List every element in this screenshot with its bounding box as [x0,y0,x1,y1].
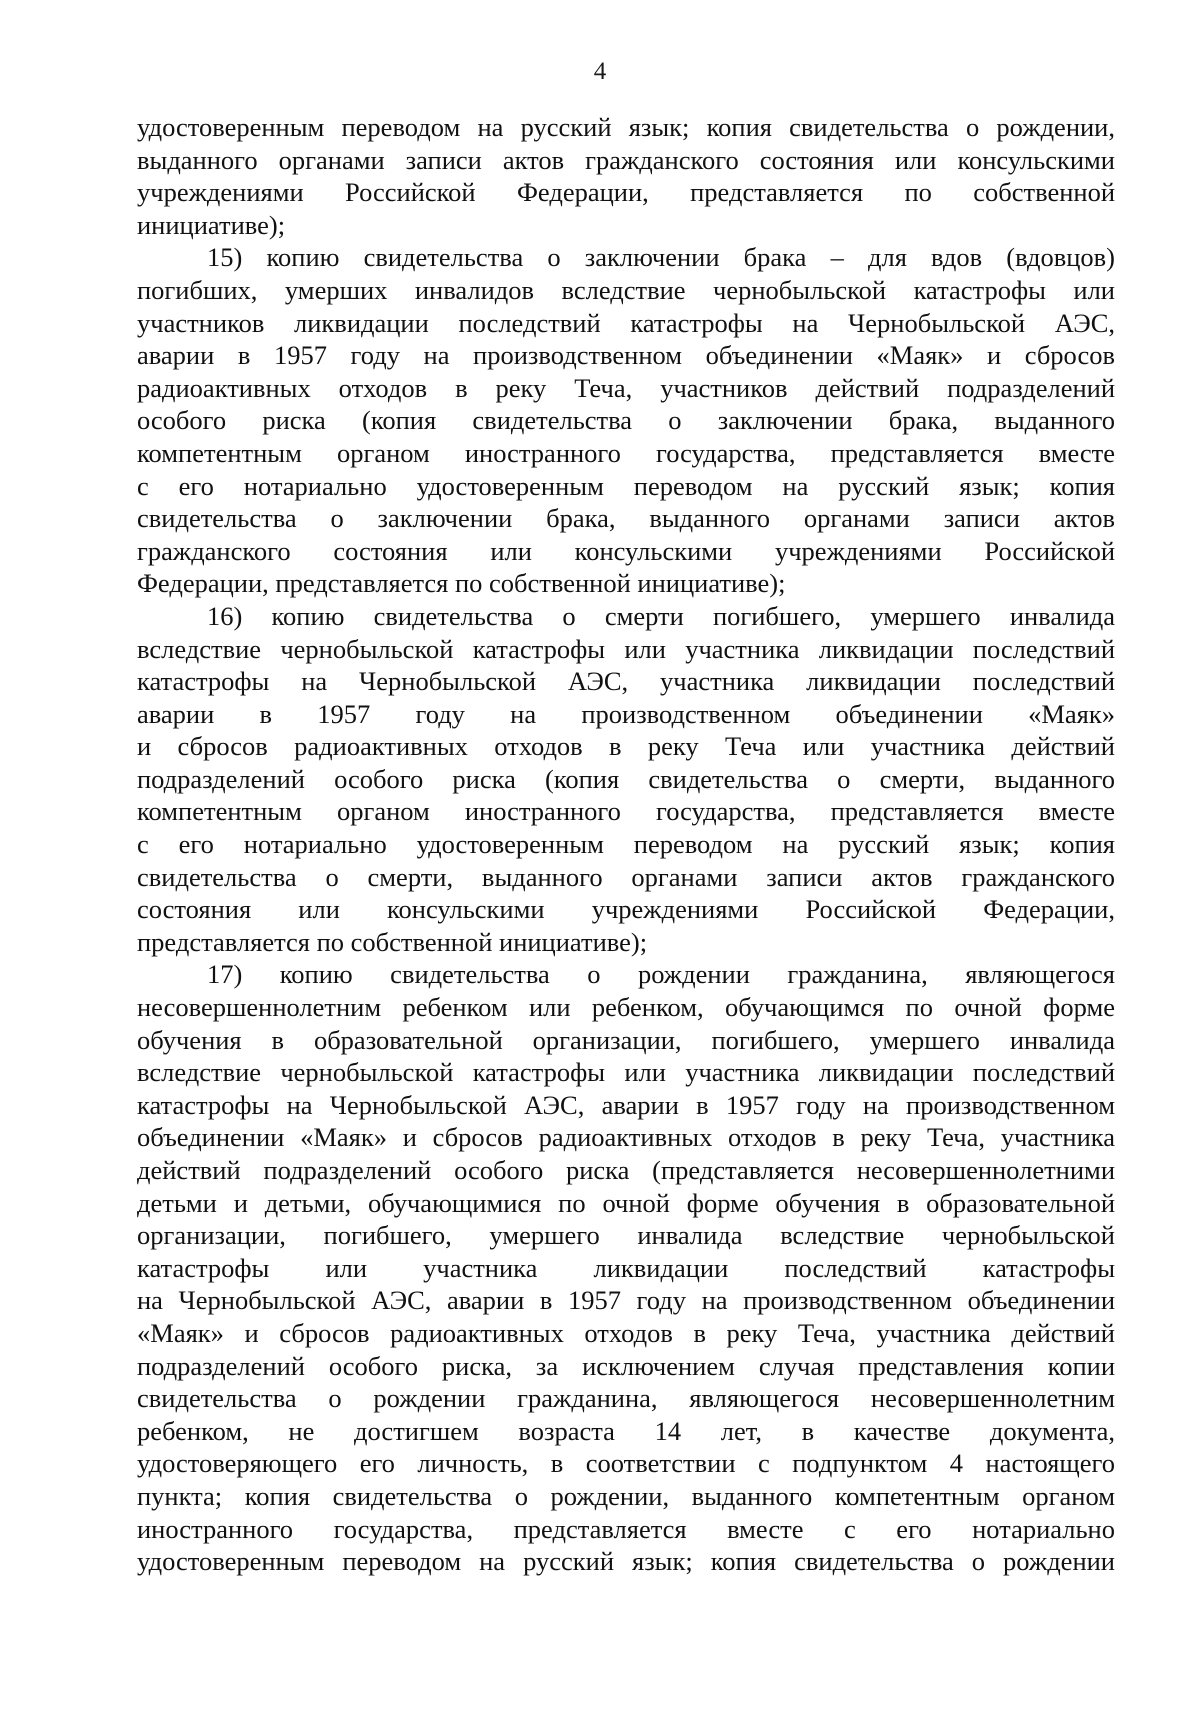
text-line: с его нотариально удостоверенным переводом на русский язык; копия [137,470,1115,501]
text-line: вследствие чернобыльской катастрофы или участника ликвидации последствий [137,633,1115,664]
text-line: «Маяк» и сбросов радиоактивных отходов в реку Теча, участника действий [137,1317,1115,1348]
text-line: пункта; копия свидетельства о рождении, выданного компетентным органом [137,1480,1115,1511]
text-line: компетентным органом иностранного государства, представляется вместе [137,796,1115,827]
text-line: объединении «Маяк» и сбросов радиоактивных отходов в реку Теча, участника [137,1122,1115,1153]
text-line: погибших, умерших инвалидов вследствие чернобыльской катастрофы или [137,274,1115,305]
text-line: удостоверенным переводом на русский язык; копия свидетельства о рождении, [137,112,1115,142]
text-line: свидетельства о заключении брака, выданного органами записи актов [137,503,1115,534]
text-line: катастрофы на Чернобыльской АЭС, аварии в 1957 году на производственном [137,1089,1115,1120]
paragraph [137,958,1115,1577]
text-line: свидетельства о смерти, выданного органами записи актов гражданского [137,861,1115,892]
text-line: подразделений особого риска, за исключением случая представления копии [137,1350,1115,1381]
text-line: обучения в образовательной организации, погибшего, умершего инвалида [137,1024,1115,1055]
text-line: и сбросов радиоактивных отходов в реку Теча или участника действий [137,731,1115,762]
text-line: Федерации, представляется по собственной инициативе); [137,568,786,599]
text-line: аварии в 1957 году на производственном объединении «Маяк» и сбросов [137,340,1115,371]
text-line: организации, погибшего, умершего инвалида вследствие чернобыльской [137,1220,1115,1251]
page-number: 4 [593,58,607,85]
paragraph [137,241,1115,600]
text-line: удостоверенным переводом на русский язык; копия свидетельства о рождении [137,1546,1115,1577]
text-line: детьми и детьми, обучающимися по очной форме обучения в образовательной [137,1187,1115,1218]
text-line: 16) копию свидетельства о смерти погибшего, умершего инвалида [207,600,1115,631]
text-line: 15) копию свидетельства о заключении брака – для вдов (вдовцов) [207,242,1115,273]
text-line: аварии в 1957 году на производственном объединении «Маяк» [137,698,1115,729]
text-line: инициативе); [137,209,286,240]
text-line: 17) копию свидетельства о рождении гражданина, являющегося [207,959,1115,990]
text-line: представляется по собственной инициативе); [137,926,648,957]
text-line: ребенком, не достигшем возраста 14 лет, в качестве документа, [137,1415,1115,1446]
text-line: радиоактивных отходов в реку Теча, участников действий подразделений [137,372,1115,403]
text-line: катастрофы на Чернобыльской АЭС, участника ликвидации последствий [137,666,1115,697]
paragraph [137,600,1115,959]
text-line: гражданского состояния или консульскими учреждениями Российской [137,535,1115,566]
text-line: учреждениями Российской Федерации, представляется по собственной [137,177,1115,208]
text-line: вследствие чернобыльской катастрофы или участника ликвидации последствий [137,1057,1115,1088]
text-line: компетентным органом иностранного государства, представляется вместе [137,437,1115,468]
text-line: подразделений особого риска (копия свидетельства о смерти, выданного [137,763,1115,794]
paragraph [137,111,1115,241]
text-line: катастрофы или участника ликвидации последствий катастрофы [137,1252,1115,1283]
text-line: выданного органами записи актов гражданского состояния или консульскими [137,144,1115,175]
text-line: удостоверяющего его личность, в соответствии с подпунктом 4 настоящего [137,1448,1115,1479]
text-line: состояния или консульскими учреждениями Российской Федерации, [137,894,1115,925]
text-line: участников ликвидации последствий катастрофы на Чернобыльской АЭС, [137,307,1115,338]
text-line: с его нотариально удостоверенным переводом на русский язык; копия [137,829,1115,860]
document-body [137,111,1115,1578]
text-line: иностранного государства, представляется вместе с его нотариально [137,1513,1115,1544]
text-line: особого риска (копия свидетельства о заключении брака, выданного [137,405,1115,436]
text-line: действий подразделений особого риска (представляется несовершеннолетними [137,1155,1115,1185]
text-line: на Чернобыльской АЭС, аварии в 1957 году на производственном объединении [137,1285,1115,1316]
text-line: несовершеннолетним ребенком или ребенком, обучающимся по очной форме [137,992,1115,1023]
text-line: свидетельства о рождении гражданина, являющегося несовершеннолетним [137,1383,1115,1414]
